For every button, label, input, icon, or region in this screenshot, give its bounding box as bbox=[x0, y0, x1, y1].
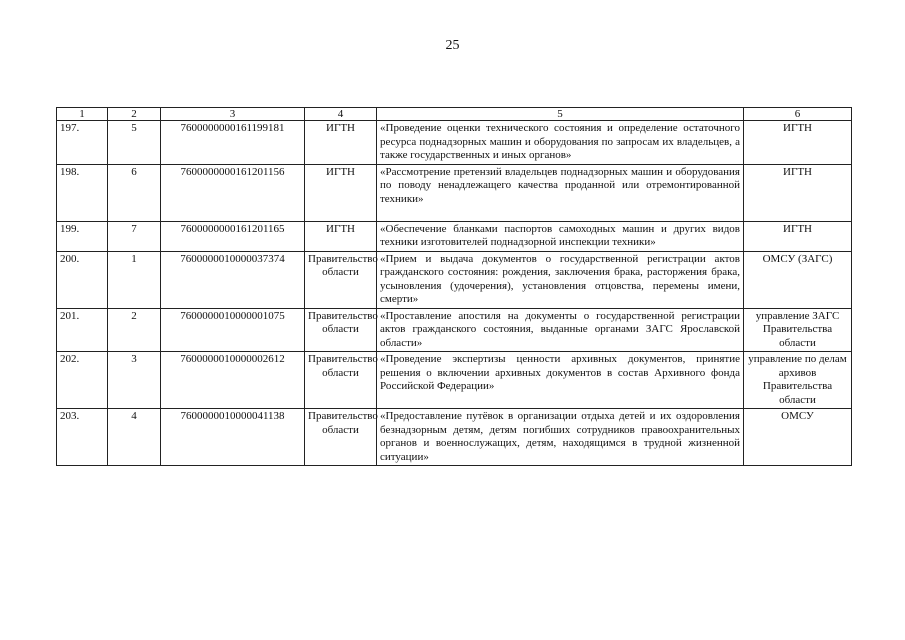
table-row bbox=[57, 308, 852, 352]
row-number: 197. bbox=[57, 121, 108, 165]
ordinal-number: 6 bbox=[108, 164, 161, 221]
column-header: 2 bbox=[108, 108, 161, 121]
service-name: «Прием и выдача документов о государственной регистрации актов гражданского состояния: рождения, заключения брака, расторжения брака, усыновления (удочерения), установления отцовства, перемены имени, смерти» bbox=[377, 251, 744, 308]
ordinal-number: 2 bbox=[108, 308, 161, 352]
service-code: 7600000010000041138 bbox=[161, 409, 305, 466]
executor: ОМСУ (ЗАГС) bbox=[744, 251, 852, 308]
service-code: 7600000000161199181 bbox=[161, 121, 305, 165]
table-row bbox=[57, 352, 852, 409]
executor: ИГТН bbox=[744, 164, 852, 221]
row-number: 198. bbox=[57, 164, 108, 221]
service-name: «Предоставление путёвок в организации отдыха детей и их оздоровления безнадзорным детям, детям погибших сотрудников правоохранительных органов и военнослужащих, детям, находящимся в трудной жизненной ситуации» bbox=[377, 409, 744, 466]
column-header: 5 bbox=[377, 108, 744, 121]
service-code: 7600000010000002612 bbox=[161, 352, 305, 409]
service-name: «Проведение экспертизы ценности архивных документов, принятие решения о включении архивных документов в состав Архивного фонда Российской Федерации» bbox=[377, 352, 744, 409]
row-number: 199. bbox=[57, 221, 108, 251]
row-number: 203. bbox=[57, 409, 108, 466]
executor: ОМСУ bbox=[744, 409, 852, 466]
column-header: 3 bbox=[161, 108, 305, 121]
row-number: 201. bbox=[57, 308, 108, 352]
service-name: «Рассмотрение претензий владельцев поднадзорных машин и оборудования по поводу ненадлежащего качества проданной или отремонтированной техники» bbox=[377, 164, 744, 221]
ordinal-number: 1 bbox=[108, 251, 161, 308]
responsible-body: Правительство области bbox=[305, 251, 377, 308]
responsible-body: Правительство области bbox=[305, 352, 377, 409]
responsible-body: ИГТН bbox=[305, 221, 377, 251]
table-row bbox=[57, 251, 852, 308]
row-number: 202. bbox=[57, 352, 108, 409]
service-code: 7600000000161201165 bbox=[161, 221, 305, 251]
services-table bbox=[56, 107, 852, 466]
responsible-body: ИГТН bbox=[305, 121, 377, 165]
executor: управление ЗАГС Правительства области bbox=[744, 308, 852, 352]
executor: управление по делам архивов Правительства области bbox=[744, 352, 852, 409]
table-header-row bbox=[57, 108, 852, 121]
table-row bbox=[57, 409, 852, 466]
column-header: 4 bbox=[305, 108, 377, 121]
column-header: 6 bbox=[744, 108, 852, 121]
executor: ИГТН bbox=[744, 121, 852, 165]
ordinal-number: 3 bbox=[108, 352, 161, 409]
executor: ИГТН bbox=[744, 221, 852, 251]
service-name: «Проставление апостиля на документы о государственной регистрации актов гражданского состояния, выданные органами ЗАГС Ярославской области» bbox=[377, 308, 744, 352]
page-number: 25 bbox=[445, 38, 460, 53]
responsible-body: Правительство области bbox=[305, 308, 377, 352]
table-row bbox=[57, 164, 852, 221]
responsible-body: ИГТН bbox=[305, 164, 377, 221]
service-code: 7600000000161201156 bbox=[161, 164, 305, 221]
row-number: 200. bbox=[57, 251, 108, 308]
service-name: «Проведение оценки технического состояния и определение остаточного ресурса поднадзорных машин и оборудования по запросам их владельцев, а также государственных и иных органов» bbox=[377, 121, 744, 165]
table-row bbox=[57, 121, 852, 165]
ordinal-number: 7 bbox=[108, 221, 161, 251]
responsible-body: Правительство области bbox=[305, 409, 377, 466]
service-code: 7600000010000037374 bbox=[161, 251, 305, 308]
ordinal-number: 5 bbox=[108, 121, 161, 165]
table-row bbox=[57, 221, 852, 251]
service-name: «Обеспечение бланками паспортов самоходных машин и других видов техники изготовителей поднадзорной инспекции техники» bbox=[377, 221, 744, 251]
column-header: 1 bbox=[57, 108, 108, 121]
ordinal-number: 4 bbox=[108, 409, 161, 466]
service-code: 7600000010000001075 bbox=[161, 308, 305, 352]
